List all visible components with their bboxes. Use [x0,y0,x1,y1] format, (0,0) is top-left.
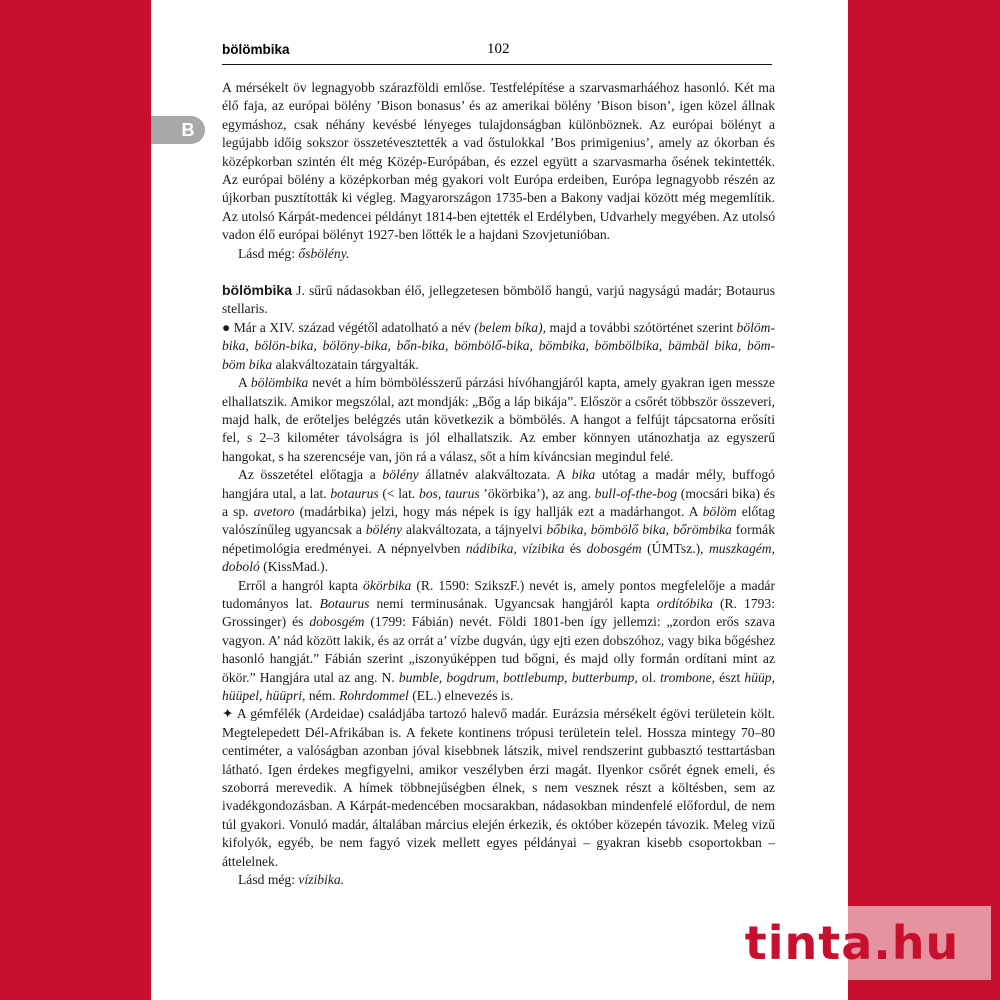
page-body [222,79,775,889]
running-headword: bölömbika [222,42,290,57]
compound-paragraph: Az összetétel előtagja a bölény állatnév alakváltozata. A bika utótag a madár mély, buffogó hangjára utal, a lat. botaurus (< lat. bos, taurus ’ökörbika’), az ang. bull-of-the-bog (mocsári bika) és a sp. avetoro (madárbika) jelzi, hogy más népek is így hallják ezt a madárhangot. A bölöm előtag valószínűleg ugyancsak a bölény alakváltozata, a tájnyelvi bőbika, bömbölő bika, bőrömbika formák népetimológia eredményei. A népnyelvben nádibika, vízibika és dobosgém (ÚMTsz.), muszkagém, doboló (KissMad.). [222,467,776,575]
entry-see-also: Lásd még: vízibika. [238,872,345,888]
letter-tab-b: B [151,116,205,144]
prev-entry-see-also: Lásd még: ősbölény. [238,245,350,261]
bullet-icon: ● [222,319,234,335]
etymology-paragraph: ● Már a XIV. század végétől adatolható a név (belem bíka), majd a további szótörténet szerint bölöm-bika, bölön-bika, bölöny-bika, bőn-bika, bömbölő-bika, bömbika, bömbölbika, bämbäl bika, böm-böm bika alakváltozatain tárgyalták. [222,319,776,372]
entry-headword: bölömbika [222,282,293,299]
watermark-logo: tinta.hu [744,916,960,970]
sound-paragraph: A bölömbika nevét a hím bömbölésszerű párzási hívóhangjáról kapta, amely gyakran igen messze elhallatszik. Amikor megszólal, azt mondják: „Bőg a láp bikája”. Először a csőrét többször összeveri, majd halk, de erőteljes belégzés után következik a bömbölés. A hangot a felfújt tápcsatorna erősíti fel, s 2–3 kilométer távolságra is jól elhallatszik. Az ember könnyen utánozhatja az egyszerű hangokat, s ha szerencséje van, jön rá a válasz, sőt a hím kíváncsian megindul felé. [222,375,776,464]
page-header [222,40,772,65]
page-number: 102 [487,41,510,57]
entry-definition: bölömbika J. sűrű nádasokban élő, jellegzetesen bömbölő hangú, varjú nagyságú madár; Botaurus stellaris. [222,282,775,317]
cross-reference: ősbölény. [298,245,350,261]
watermark-box [713,906,991,980]
cross-star-icon: ✦ [222,706,237,722]
cross-reference: vízibika. [298,872,345,888]
prev-entry-text: A mérsékelt öv legnagyobb szárazföldi emlőse. Testfelépítése a szarvasmarháéhoz hasonló. Két ma élő faja, az európai bölény ’Bison bonasus’ és az amerikai bölény ’Bison bison’, igen közel állnak egymáshoz, csak néhány kevésbé lényeges tulajdonságban különböznek. Az európai bölényt a legújabb időig sokszor összetévesztették a vad őstulokkal ’Bos primigenius’, amely az ókorban és középkorban szintén élt még Közép-Európában, és ezzel együtt a szarvasmarha ősének tekintették. Az európai bölény a középkorban még gyakori volt Európa erdeiben, Európa legnagyobb részén az újkorban pusztították ki végleg. Magyarországon 1735-ben a Bakony vadjai között még megemlítik. Az utolsó Kárpát-medencei példányt 1814-ben ejtették el Erdélyben, Udvarhely megyében. Az utolsó vadon élő európai bölényt 1927-ben lőtték le a hajdani Szovjetunióban. [222,80,775,243]
naming-paragraph: Erről a hangról kapta ökörbika (R. 1590: SzikszF.) nevét is, amely pontos megfelelője a madár tudományos lat. Botaurus nemi terminusának. Ugyancsak hangjáról kapta ordítóbika (R. 1793: Grossinger) és dobosgém (1799: Fábián) nevét. Földi 1801-ben így jellemzi: „zordon erős szava vagyon. A’ nád között lakik, és az orrát a’ vízbe dugván, úgy ejti ezen dobszóhoz, vagy bika bőgéshez hasonló hangját.” Fábián szerint „iszonyúképpen tud bőgni, és majd olly formán ordítani mint az ökör.” Hangjára utal az ang. N. bumble, bogdrum, bottlebump, butterbump, ol. trombone, észt hüüp, hüüpel, hüüpri, ném. Rohrdommel (EL.) elnevezés is. [222,577,775,703]
zoology-paragraph: ✦ A gémfélék (Ardeidae) családjába tartozó halevő madár. Eurázsia mérsékelt égövi területein költ. Megtelepedett Dél-Afrikában is. A fekete kontinens trópusi területein telel. Hossza mintegy 70–80 centiméter, a valóságban azonban jóval kisebbnek látszik, mivel rendszerint gubbasztó testtartásban látható. Igen érdekes megfigyelni, amikor veszélyben érzi magát. Ilyenkor csőrét égnek emeli, és szoborrá merevedik. A hímek többnejűségben élnek, s nem vesznek részt a költésben, sem az ivadékgondozásban. A Kárpát-medencében mocsarakban, nádasokban mindenfelé előfordul, de nem túl gyakori. Vonuló madár, általában március elején érkezik, és október közepén távozik. Meleg vizű kifolyók, egyéb, be nem fagyó vizek mellett egyes példányai – gyakran kisebb csoportokban – áttelelnek. [222,706,775,869]
